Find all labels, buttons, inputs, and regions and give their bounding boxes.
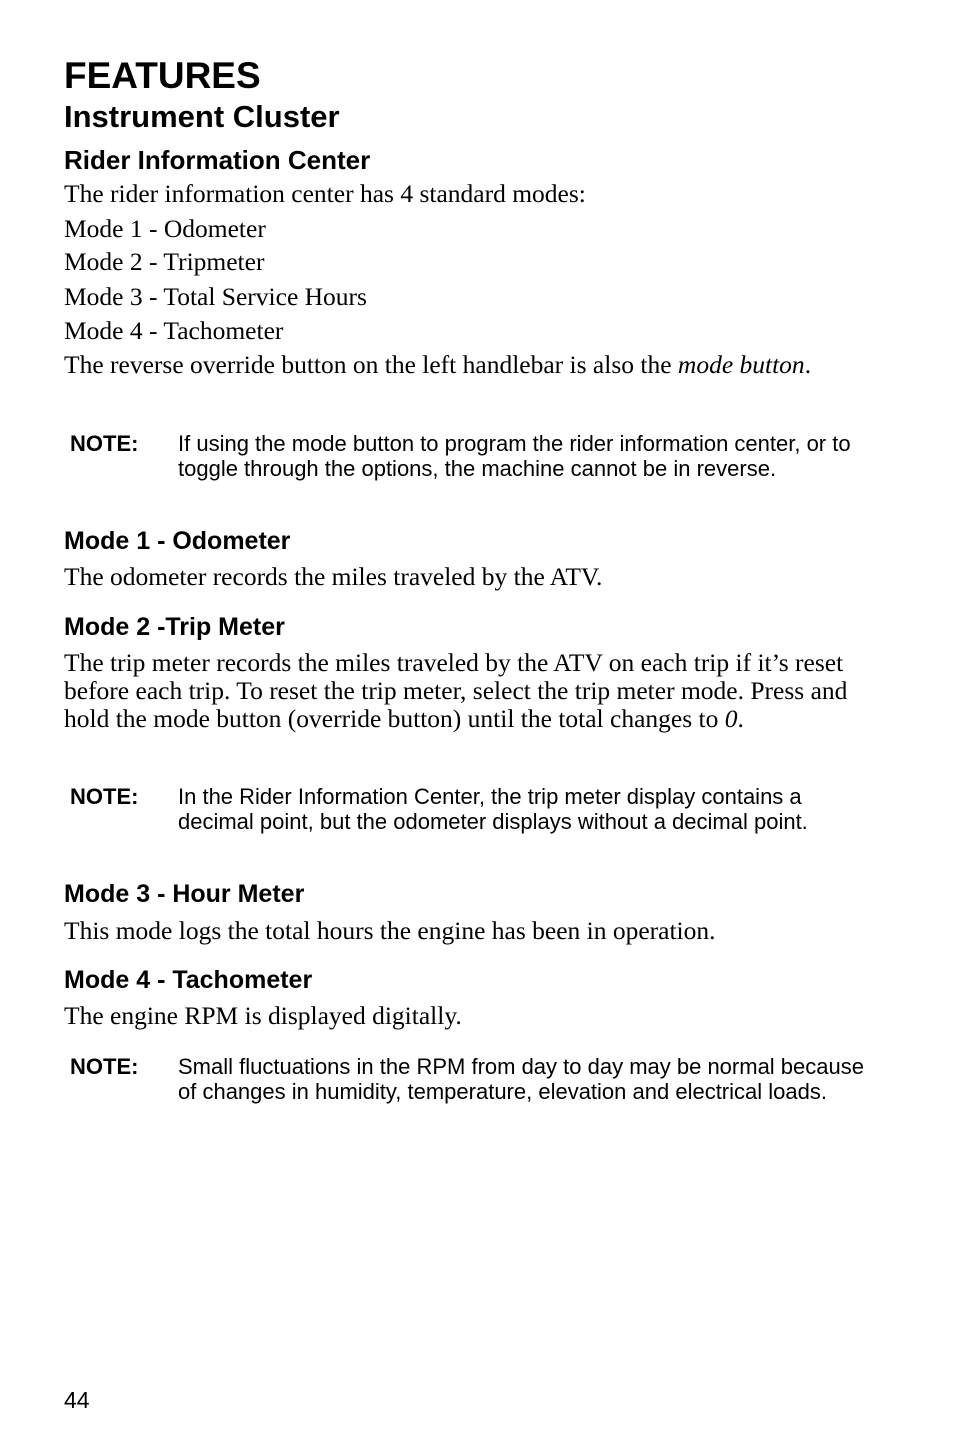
page-number: 44 [64, 1387, 90, 1413]
mode2-text: The trip meter records the miles traveled by the ATV on each trip if it’s reset before each trip. To reset the trip meter, select the trip meter mode. Press and hold the mode button (override button) until the total changes to [64, 648, 848, 733]
note-label: NOTE: [70, 431, 139, 456]
mode3-heading: Mode 3 - Hour Meter [64, 880, 305, 908]
mode4-text: The engine RPM is displayed digitally. [64, 1001, 462, 1030]
mode-button-emphasis: mode button [677, 350, 805, 379]
mode2-zero: 0 [724, 704, 738, 733]
note-text: If using the mode button to program the rider information center, or to toggle through the options, the machine cannot be in reverse. [178, 431, 851, 481]
mode2-period: . [737, 704, 744, 733]
section-title: Instrument Cluster [64, 99, 340, 134]
mode-list-item-2: Mode 2 - Tripmeter [64, 247, 265, 276]
rider-info-intro: The rider information center has 4 standard modes: [64, 179, 586, 208]
mode-button-paragraph [64, 351, 864, 379]
note-reverse [70, 431, 870, 481]
rider-info-heading: Rider Information Center [64, 145, 371, 175]
chapter-title: FEATURES [64, 55, 261, 96]
mode1-heading: Mode 1 - Odometer [64, 527, 291, 555]
note-text: In the Rider Information Center, the trip meter display contains a decimal point, but the odometer displays without a decimal point. [178, 784, 808, 834]
mode4-heading: Mode 4 - Tachometer [64, 966, 313, 994]
mode-list-item-3: Mode 3 - Total Service Hours [64, 282, 367, 311]
mode-list-item-1: Mode 1 - Odometer [64, 214, 266, 243]
mode3-text: This mode logs the total hours the engine has been in operation. [64, 916, 716, 945]
note-label: NOTE: [70, 784, 139, 809]
note-trip-meter [70, 784, 870, 834]
note-label: NOTE: [70, 1054, 139, 1079]
mode-button-period: . [804, 350, 812, 379]
mode1-text: The odometer records the miles traveled by the ATV. [64, 562, 603, 591]
mode-button-text: The reverse override button on the left handlebar is also the [64, 350, 678, 379]
note-rpm [70, 1054, 870, 1104]
mode2-heading: Mode 2 -Trip Meter [64, 613, 285, 641]
mode2-paragraph [64, 649, 864, 733]
mode-list-item-4: Mode 4 - Tachometer [64, 316, 284, 345]
note-text: Small fluctuations in the RPM from day to day may be normal because of changes in humidity, temperature, elevation and electrical loads. [178, 1054, 864, 1104]
